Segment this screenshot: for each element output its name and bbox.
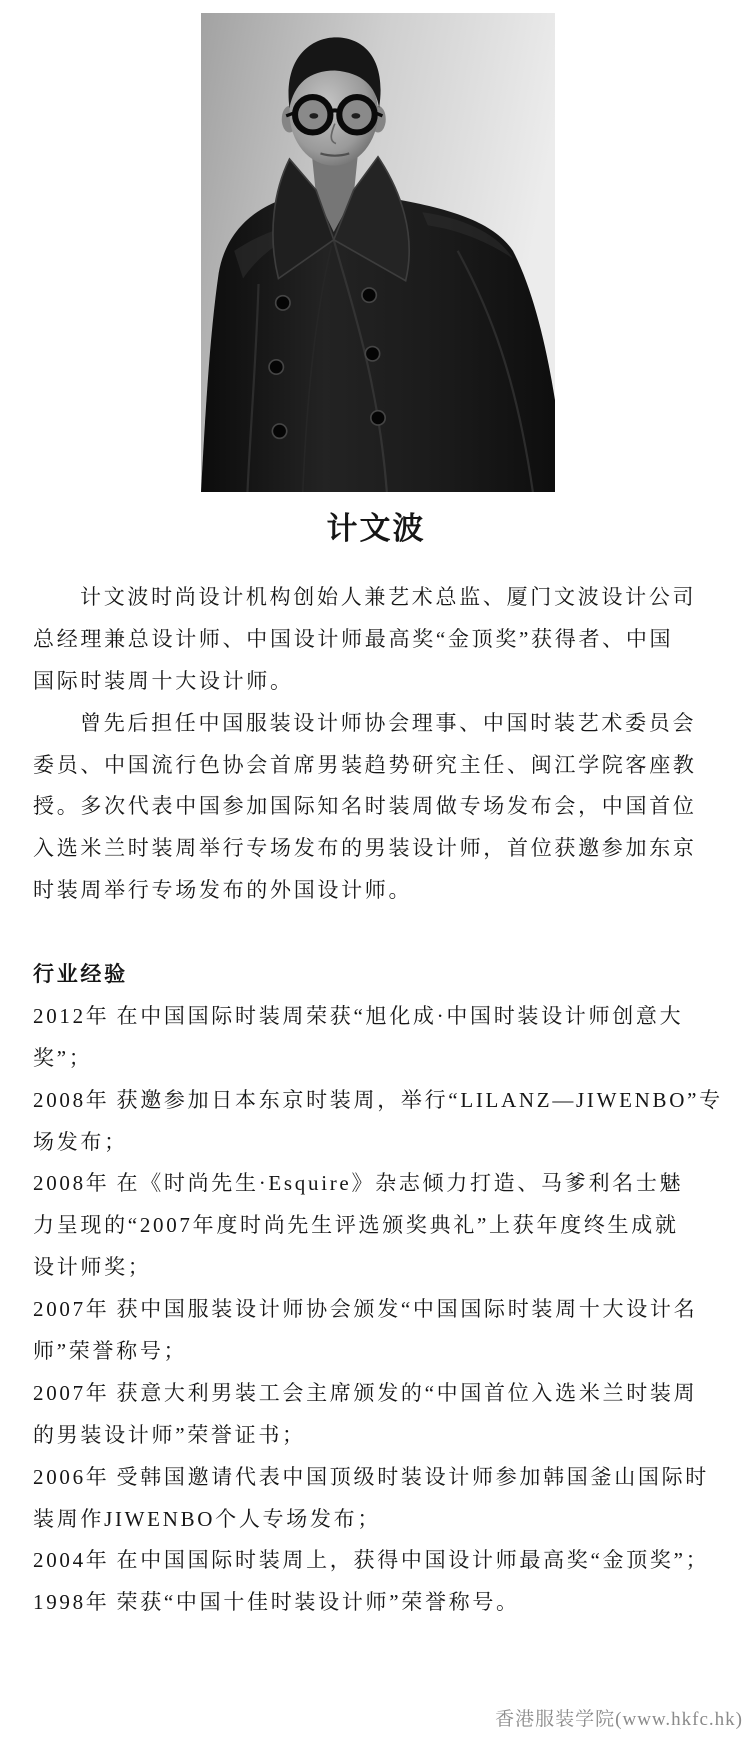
experience-text: 在中国国际时装周上，获得中国设计师最高奖“金顶奖”；	[116, 1548, 710, 1573]
experience-text: 荣获“中国十佳时装设计师”荣誉称号。	[116, 1590, 520, 1615]
experience-year: 2007年	[33, 1380, 110, 1405]
bio-paragraph	[33, 577, 733, 703]
experience-text: 在中国国际时装周荣获“旭化成·中国时装设计师创意大	[116, 1003, 684, 1028]
experience-text: 获中国服装设计师协会颁发“中国国际时装周十大设计名	[116, 1297, 698, 1322]
watermark-text: 香港服装学院(www.hkfc.hk)	[495, 1709, 743, 1730]
section-heading: 行业经验	[33, 962, 128, 987]
experience-line	[33, 1080, 733, 1122]
experience-text: 在《时尚先生·Esquire》杂志倾力打造、马爹利名士魅	[116, 1171, 684, 1196]
bio-line: 曾先后担任中国服装设计师协会理事、中国时装艺术委员会	[80, 710, 697, 735]
experience-entry	[33, 1080, 733, 1164]
experience-entry	[33, 1582, 733, 1624]
experience-entry	[33, 1457, 733, 1541]
section-spacer	[33, 912, 733, 954]
experience-line	[33, 1289, 733, 1331]
experience-line: 场发布；	[33, 1129, 128, 1154]
experience-text: 获邀参加日本东京时装周，举行“LILANZ—JIWENBO”专	[116, 1087, 723, 1112]
experience-entry	[33, 1540, 733, 1582]
experience-year: 2008年	[33, 1171, 110, 1196]
person-name: 计文波	[326, 511, 426, 546]
experience-line: 装周作JIWENBO个人专场发布；	[33, 1506, 382, 1531]
experience-line: 设计师奖；	[33, 1255, 152, 1280]
experience-text: 获意大利男装工会主席颁发的“中国首位入选米兰时装周	[116, 1380, 698, 1405]
bio-paragraph	[33, 703, 733, 912]
experience-entry	[33, 1289, 733, 1373]
bio-line: 国际时装周十大设计师。	[33, 668, 294, 693]
experience-entry	[33, 1163, 733, 1289]
experience-line	[33, 1540, 733, 1582]
experience-line: 奖”；	[33, 1045, 93, 1070]
bio-line: 总经理兼总设计师、中国设计师最高奖“金顶奖”获得者、中国	[33, 626, 674, 651]
experience-line: 师”荣誉称号；	[33, 1339, 188, 1364]
experience-line	[33, 1373, 733, 1415]
experience-year: 2012年	[33, 1003, 110, 1028]
experience-year: 2007年	[33, 1297, 110, 1322]
experience-year: 1998年	[33, 1590, 110, 1615]
experience-line: 力呈现的“2007年度时尚先生评选颁奖典礼”上获年度终生成就	[33, 1213, 679, 1238]
experience-line: 的男装设计师”荣誉证书；	[33, 1422, 306, 1447]
experience-line	[33, 996, 733, 1038]
experience-year: 2004年	[33, 1548, 110, 1573]
experience-line	[33, 1582, 733, 1624]
experience-entry	[33, 1373, 733, 1457]
experience-text: 受韩国邀请代表中国顶级时装设计师参加韩国釜山国际时	[116, 1464, 709, 1489]
experience-entry	[33, 996, 733, 1080]
experience-line	[33, 1163, 733, 1205]
bio-line: 计文波时尚设计机构创始人兼艺术总监、厦门文波设计公司	[80, 585, 697, 609]
portrait-image	[201, 13, 555, 492]
bio-line: 时装周举行专场发布的外国设计师。	[33, 878, 413, 903]
experience-line	[33, 1457, 733, 1499]
experience-year: 2006年	[33, 1464, 110, 1489]
experience-year: 2008年	[33, 1087, 110, 1112]
content-area	[33, 577, 733, 1624]
bio-line: 入选米兰时装周举行专场发布的男装设计师，首位获邀参加东京	[33, 836, 697, 861]
portrait-photo	[201, 13, 555, 492]
bio-line: 委员、中国流行色协会首席男装趋势研究主任、闽江学院客座教	[33, 752, 697, 777]
bio-line: 授。多次代表中国参加国际知名时装周做专场发布会，中国首位	[33, 794, 697, 819]
